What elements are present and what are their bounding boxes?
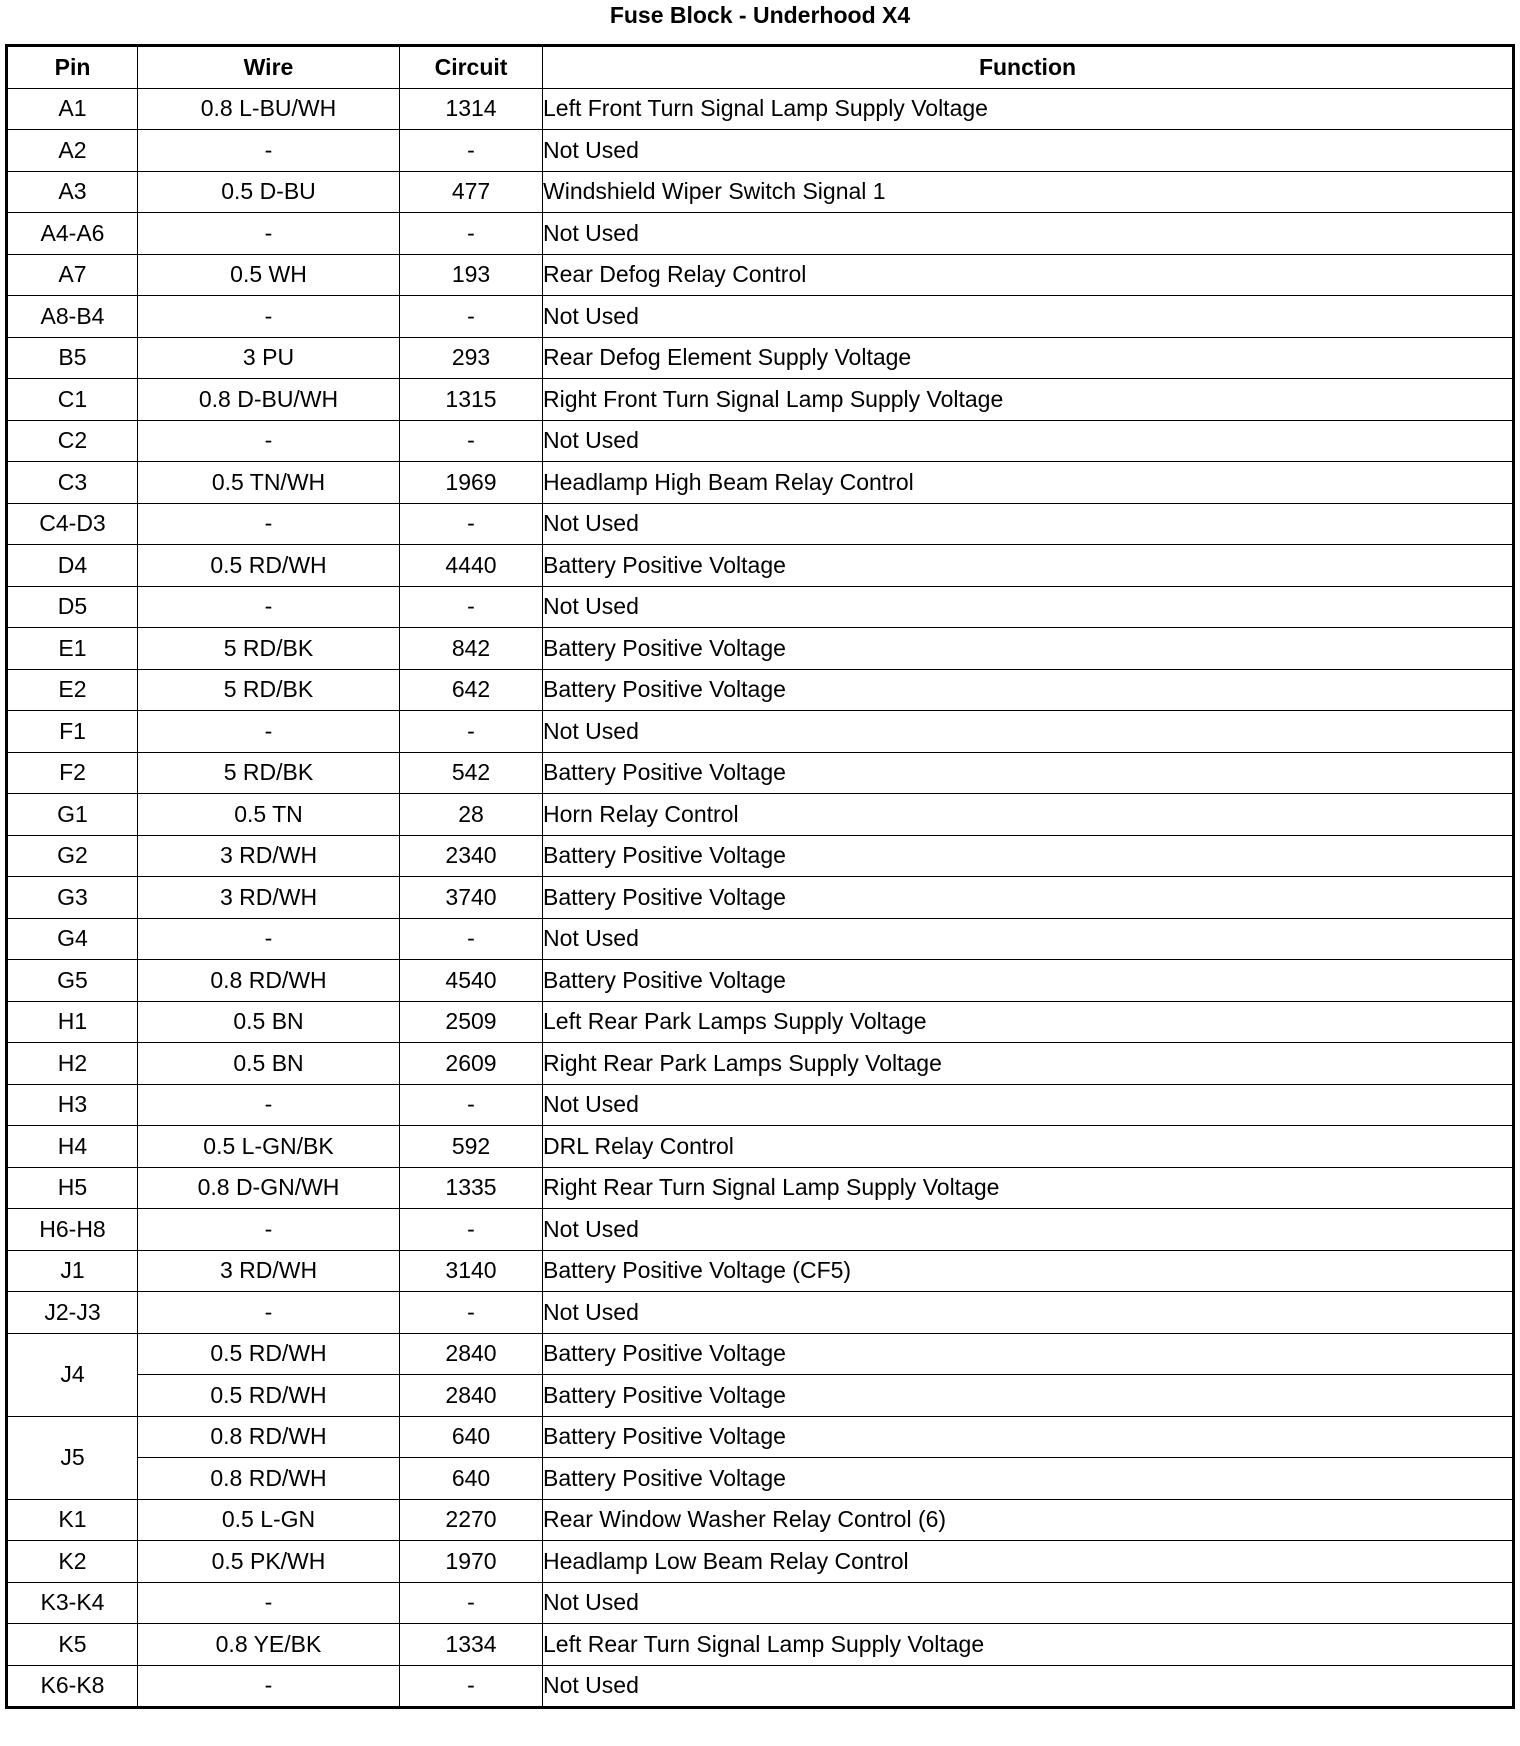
function-cell: Battery Positive Voltage bbox=[543, 877, 1514, 919]
table-row bbox=[7, 337, 1514, 379]
wire-cell: - bbox=[138, 213, 400, 255]
function-cell: Left Rear Park Lamps Supply Voltage bbox=[543, 1001, 1514, 1043]
table-row bbox=[7, 1167, 1514, 1209]
table-row bbox=[7, 1624, 1514, 1666]
function-cell: Battery Positive Voltage bbox=[543, 628, 1514, 670]
wire-cell: 0.5 WH bbox=[138, 254, 400, 296]
circuit-cell: 1335 bbox=[400, 1167, 543, 1209]
table-row bbox=[7, 1582, 1514, 1624]
function-cell: Not Used bbox=[543, 1665, 1514, 1708]
circuit-cell: 28 bbox=[400, 794, 543, 836]
wire-cell: - bbox=[138, 1209, 400, 1251]
pin-cell: H1 bbox=[7, 1001, 138, 1043]
pin-cell: H2 bbox=[7, 1043, 138, 1085]
circuit-cell: 477 bbox=[400, 171, 543, 213]
circuit-cell: - bbox=[400, 1292, 543, 1334]
function-cell: Right Front Turn Signal Lamp Supply Voltage bbox=[543, 379, 1514, 421]
function-cell: Not Used bbox=[543, 586, 1514, 628]
table-row bbox=[7, 1375, 1514, 1417]
column-header-function: Function bbox=[543, 46, 1514, 89]
column-header-wire: Wire bbox=[138, 46, 400, 89]
function-cell: Battery Positive Voltage bbox=[543, 1375, 1514, 1417]
wire-cell: 0.8 YE/BK bbox=[138, 1624, 400, 1666]
pin-cell: H5 bbox=[7, 1167, 138, 1209]
function-cell: Battery Positive Voltage bbox=[543, 1333, 1514, 1375]
table-row bbox=[7, 1250, 1514, 1292]
wire-cell: 0.8 RD/WH bbox=[138, 960, 400, 1002]
pin-cell: G4 bbox=[7, 918, 138, 960]
pin-cell: C1 bbox=[7, 379, 138, 421]
pin-cell: C3 bbox=[7, 462, 138, 504]
pin-cell: J5 bbox=[7, 1416, 138, 1499]
pin-cell: A7 bbox=[7, 254, 138, 296]
pin-cell: G2 bbox=[7, 835, 138, 877]
pin-cell: K5 bbox=[7, 1624, 138, 1666]
circuit-cell: 2609 bbox=[400, 1043, 543, 1085]
wire-cell: 0.5 RD/WH bbox=[138, 1375, 400, 1417]
function-cell: Battery Positive Voltage bbox=[543, 1416, 1514, 1458]
function-cell: Rear Defog Relay Control bbox=[543, 254, 1514, 296]
wire-cell: - bbox=[138, 1084, 400, 1126]
function-cell: Rear Defog Element Supply Voltage bbox=[543, 337, 1514, 379]
pin-cell: A3 bbox=[7, 171, 138, 213]
function-cell: Windshield Wiper Switch Signal 1 bbox=[543, 171, 1514, 213]
circuit-cell: 2840 bbox=[400, 1375, 543, 1417]
wire-cell: - bbox=[138, 586, 400, 628]
wire-cell: 0.8 RD/WH bbox=[138, 1416, 400, 1458]
table-row bbox=[7, 1001, 1514, 1043]
header-row bbox=[7, 46, 1514, 89]
circuit-cell: - bbox=[400, 503, 543, 545]
function-cell: Battery Positive Voltage bbox=[543, 752, 1514, 794]
wire-cell: 5 RD/BK bbox=[138, 752, 400, 794]
circuit-cell: 293 bbox=[400, 337, 543, 379]
pin-cell: F1 bbox=[7, 711, 138, 753]
circuit-cell: - bbox=[400, 1665, 543, 1708]
circuit-cell: - bbox=[400, 918, 543, 960]
wire-cell: 0.5 BN bbox=[138, 1001, 400, 1043]
table-row bbox=[7, 835, 1514, 877]
wire-cell: - bbox=[138, 1292, 400, 1334]
pin-cell: D4 bbox=[7, 545, 138, 587]
circuit-cell: - bbox=[400, 1582, 543, 1624]
pin-cell: A8-B4 bbox=[7, 296, 138, 338]
function-cell: Not Used bbox=[543, 420, 1514, 462]
table-body bbox=[7, 88, 1514, 1708]
column-header-circuit: Circuit bbox=[400, 46, 543, 89]
table-row bbox=[7, 918, 1514, 960]
circuit-cell: 1970 bbox=[400, 1541, 543, 1583]
function-cell: Battery Positive Voltage bbox=[543, 835, 1514, 877]
circuit-cell: 4440 bbox=[400, 545, 543, 587]
circuit-cell: - bbox=[400, 1084, 543, 1126]
table-row bbox=[7, 545, 1514, 587]
function-cell: Rear Window Washer Relay Control (6) bbox=[543, 1499, 1514, 1541]
pin-cell: K3-K4 bbox=[7, 1582, 138, 1624]
circuit-cell: 1314 bbox=[400, 88, 543, 130]
connector-table bbox=[5, 44, 1515, 1709]
table-row bbox=[7, 171, 1514, 213]
table-row bbox=[7, 1541, 1514, 1583]
function-cell: Not Used bbox=[543, 1209, 1514, 1251]
table-row bbox=[7, 1043, 1514, 1085]
wire-cell: 0.8 RD/WH bbox=[138, 1458, 400, 1500]
pin-cell: C4-D3 bbox=[7, 503, 138, 545]
column-header-pin: Pin bbox=[7, 46, 138, 89]
wire-cell: 0.5 RD/WH bbox=[138, 1333, 400, 1375]
circuit-cell: 3140 bbox=[400, 1250, 543, 1292]
table-row bbox=[7, 752, 1514, 794]
wire-cell: 3 RD/WH bbox=[138, 835, 400, 877]
function-cell: Left Front Turn Signal Lamp Supply Voltage bbox=[543, 88, 1514, 130]
table-row bbox=[7, 1126, 1514, 1168]
wire-cell: 0.8 D-BU/WH bbox=[138, 379, 400, 421]
table-row bbox=[7, 213, 1514, 255]
function-cell: Left Rear Turn Signal Lamp Supply Voltage bbox=[543, 1624, 1514, 1666]
table-row bbox=[7, 1333, 1514, 1375]
table-row bbox=[7, 794, 1514, 836]
circuit-cell: 640 bbox=[400, 1416, 543, 1458]
wire-cell: - bbox=[138, 918, 400, 960]
wire-cell: 0.5 D-BU bbox=[138, 171, 400, 213]
wire-cell: 0.8 L-BU/WH bbox=[138, 88, 400, 130]
circuit-cell: 592 bbox=[400, 1126, 543, 1168]
function-cell: Not Used bbox=[543, 711, 1514, 753]
function-cell: Not Used bbox=[543, 1292, 1514, 1334]
pin-cell: J2-J3 bbox=[7, 1292, 138, 1334]
circuit-cell: 542 bbox=[400, 752, 543, 794]
circuit-cell: - bbox=[400, 1209, 543, 1251]
table-row bbox=[7, 420, 1514, 462]
circuit-cell: 2840 bbox=[400, 1333, 543, 1375]
circuit-cell: - bbox=[400, 586, 543, 628]
circuit-cell: 4540 bbox=[400, 960, 543, 1002]
pin-cell: G1 bbox=[7, 794, 138, 836]
wire-cell: - bbox=[138, 296, 400, 338]
pin-cell: F2 bbox=[7, 752, 138, 794]
wire-cell: - bbox=[138, 130, 400, 172]
wire-cell: 0.5 L-GN bbox=[138, 1499, 400, 1541]
table-row bbox=[7, 1209, 1514, 1251]
wire-cell: - bbox=[138, 711, 400, 753]
wire-cell: 5 RD/BK bbox=[138, 628, 400, 670]
function-cell: Battery Positive Voltage (CF5) bbox=[543, 1250, 1514, 1292]
wire-cell: 5 RD/BK bbox=[138, 669, 400, 711]
circuit-cell: 640 bbox=[400, 1458, 543, 1500]
table-row bbox=[7, 88, 1514, 130]
wire-cell: - bbox=[138, 503, 400, 545]
function-cell: Not Used bbox=[543, 503, 1514, 545]
wire-cell: 0.5 PK/WH bbox=[138, 1541, 400, 1583]
function-cell: Not Used bbox=[543, 130, 1514, 172]
pin-cell: A1 bbox=[7, 88, 138, 130]
wire-cell: 0.5 RD/WH bbox=[138, 545, 400, 587]
table-row bbox=[7, 503, 1514, 545]
pin-cell: C2 bbox=[7, 420, 138, 462]
pin-cell: D5 bbox=[7, 586, 138, 628]
wire-cell: - bbox=[138, 1582, 400, 1624]
function-cell: Battery Positive Voltage bbox=[543, 669, 1514, 711]
table-row bbox=[7, 960, 1514, 1002]
table-row bbox=[7, 1292, 1514, 1334]
table-row bbox=[7, 1499, 1514, 1541]
pin-cell: K1 bbox=[7, 1499, 138, 1541]
function-cell: Headlamp Low Beam Relay Control bbox=[543, 1541, 1514, 1583]
circuit-cell: 2270 bbox=[400, 1499, 543, 1541]
table-row bbox=[7, 711, 1514, 753]
wire-cell: 0.5 TN/WH bbox=[138, 462, 400, 504]
function-cell: Battery Positive Voltage bbox=[543, 960, 1514, 1002]
pin-cell: E1 bbox=[7, 628, 138, 670]
circuit-cell: 1334 bbox=[400, 1624, 543, 1666]
circuit-cell: - bbox=[400, 296, 543, 338]
pin-cell: E2 bbox=[7, 669, 138, 711]
table-row bbox=[7, 669, 1514, 711]
circuit-cell: - bbox=[400, 130, 543, 172]
wire-cell: 3 PU bbox=[138, 337, 400, 379]
function-cell: Battery Positive Voltage bbox=[543, 545, 1514, 587]
pin-cell: H3 bbox=[7, 1084, 138, 1126]
pin-cell: H6-H8 bbox=[7, 1209, 138, 1251]
page-title: Fuse Block - Underhood X4 bbox=[609, 2, 911, 28]
circuit-cell: 2340 bbox=[400, 835, 543, 877]
pin-cell: J1 bbox=[7, 1250, 138, 1292]
wire-cell: - bbox=[138, 420, 400, 462]
function-cell: Not Used bbox=[543, 213, 1514, 255]
circuit-cell: - bbox=[400, 213, 543, 255]
wire-cell: 0.5 L-GN/BK bbox=[138, 1126, 400, 1168]
pin-cell: A4-A6 bbox=[7, 213, 138, 255]
table-row bbox=[7, 628, 1514, 670]
table-row bbox=[7, 1416, 1514, 1458]
function-cell: Not Used bbox=[543, 1582, 1514, 1624]
pin-cell: J4 bbox=[7, 1333, 138, 1416]
function-cell: Not Used bbox=[543, 1084, 1514, 1126]
table-row bbox=[7, 254, 1514, 296]
pin-cell: K6-K8 bbox=[7, 1665, 138, 1708]
circuit-cell: 3740 bbox=[400, 877, 543, 919]
circuit-cell: 1315 bbox=[400, 379, 543, 421]
pin-cell: H4 bbox=[7, 1126, 138, 1168]
wire-cell: 0.5 BN bbox=[138, 1043, 400, 1085]
pin-cell: A2 bbox=[7, 130, 138, 172]
function-cell: Not Used bbox=[543, 296, 1514, 338]
table-row bbox=[7, 379, 1514, 421]
pin-cell: K2 bbox=[7, 1541, 138, 1583]
wire-cell: 3 RD/WH bbox=[138, 877, 400, 919]
table-row bbox=[7, 586, 1514, 628]
table-row bbox=[7, 462, 1514, 504]
circuit-cell: - bbox=[400, 711, 543, 753]
table-row bbox=[7, 1084, 1514, 1126]
table-row bbox=[7, 296, 1514, 338]
wire-cell: 0.8 D-GN/WH bbox=[138, 1167, 400, 1209]
table-row bbox=[7, 877, 1514, 919]
function-cell: Not Used bbox=[543, 918, 1514, 960]
function-cell: Horn Relay Control bbox=[543, 794, 1514, 836]
table-row bbox=[7, 1458, 1514, 1500]
function-cell: Right Rear Park Lamps Supply Voltage bbox=[543, 1043, 1514, 1085]
pin-cell: G5 bbox=[7, 960, 138, 1002]
function-cell: DRL Relay Control bbox=[543, 1126, 1514, 1168]
wire-cell: - bbox=[138, 1665, 400, 1708]
circuit-cell: 642 bbox=[400, 669, 543, 711]
circuit-cell: 2509 bbox=[400, 1001, 543, 1043]
table-row bbox=[7, 130, 1514, 172]
circuit-cell: 842 bbox=[400, 628, 543, 670]
pin-cell: B5 bbox=[7, 337, 138, 379]
function-cell: Battery Positive Voltage bbox=[543, 1458, 1514, 1500]
circuit-cell: 193 bbox=[400, 254, 543, 296]
circuit-cell: - bbox=[400, 420, 543, 462]
pin-cell: G3 bbox=[7, 877, 138, 919]
function-cell: Right Rear Turn Signal Lamp Supply Voltage bbox=[543, 1167, 1514, 1209]
table-row bbox=[7, 1665, 1514, 1708]
wire-cell: 3 RD/WH bbox=[138, 1250, 400, 1292]
circuit-cell: 1969 bbox=[400, 462, 543, 504]
function-cell: Headlamp High Beam Relay Control bbox=[543, 462, 1514, 504]
wire-cell: 0.5 TN bbox=[138, 794, 400, 836]
